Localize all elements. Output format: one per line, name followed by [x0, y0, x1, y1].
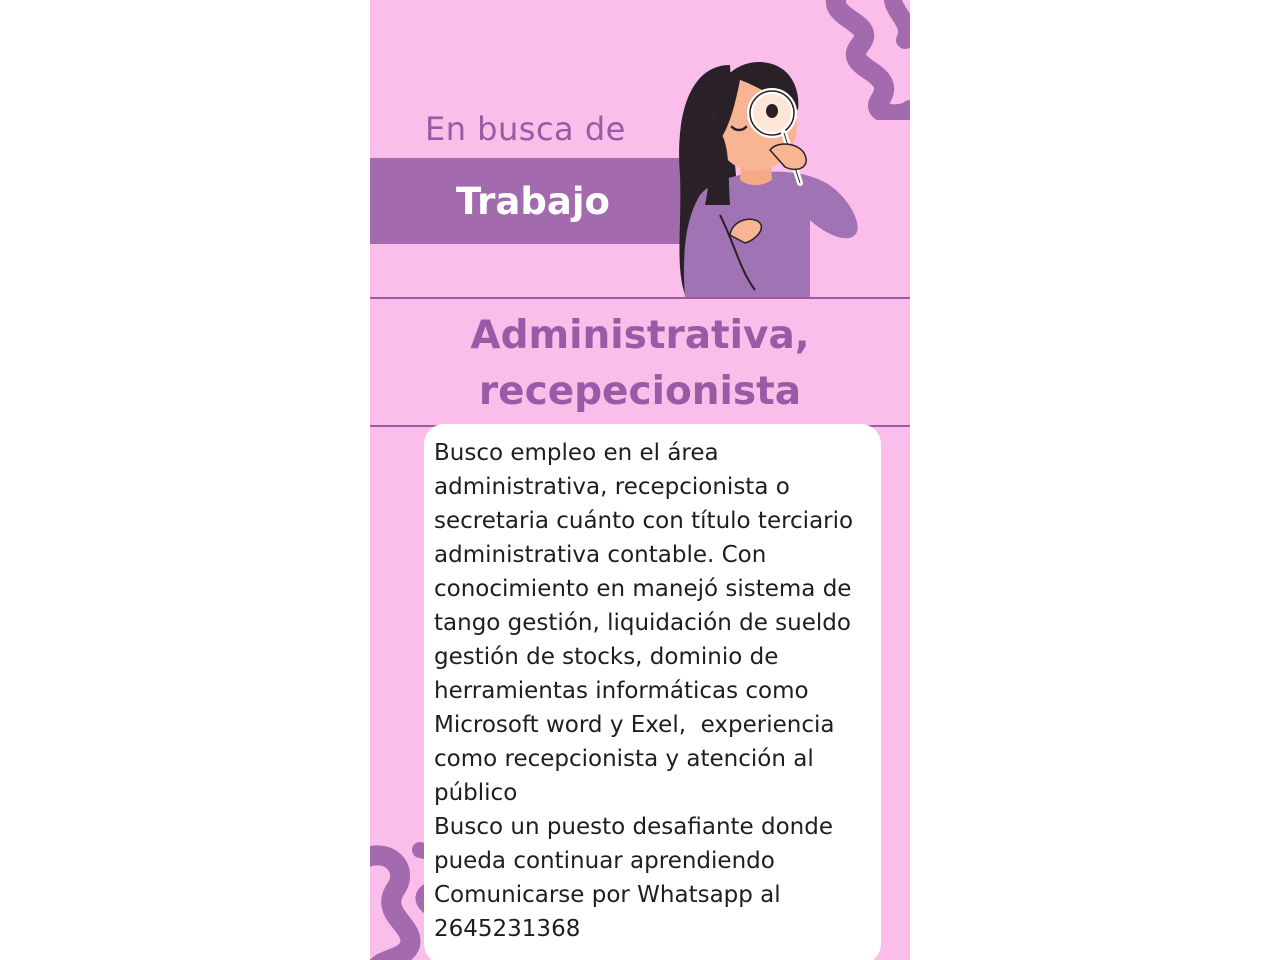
- job-title: [370, 308, 910, 420]
- job-title-line1: Administrativa,: [470, 313, 810, 358]
- description-text: Busco empleo en el área administrativa, recepcionista o secretaria cuánto con título terciario administrativa contable. Con conocimiento en manejó sistema de tango gestión, liquidación de sueldo gestión de stocks, dominio de herramientas informáticas como Microsoft word y Exel, experiencia como recepcionista y atención al público Busco un puesto desafiante donde pueda continuar aprendiendo Comunicarse por Whatsapp al 2645231368: [434, 440, 854, 942]
- subtitle-text: En busca de: [425, 110, 626, 148]
- divider-top: [370, 297, 910, 299]
- job-title-line2: recepecionista: [478, 369, 802, 414]
- band-label: Trabajo: [456, 180, 610, 223]
- woman-with-magnifying-glass-illustration: [660, 55, 860, 300]
- job-poster: [370, 0, 910, 960]
